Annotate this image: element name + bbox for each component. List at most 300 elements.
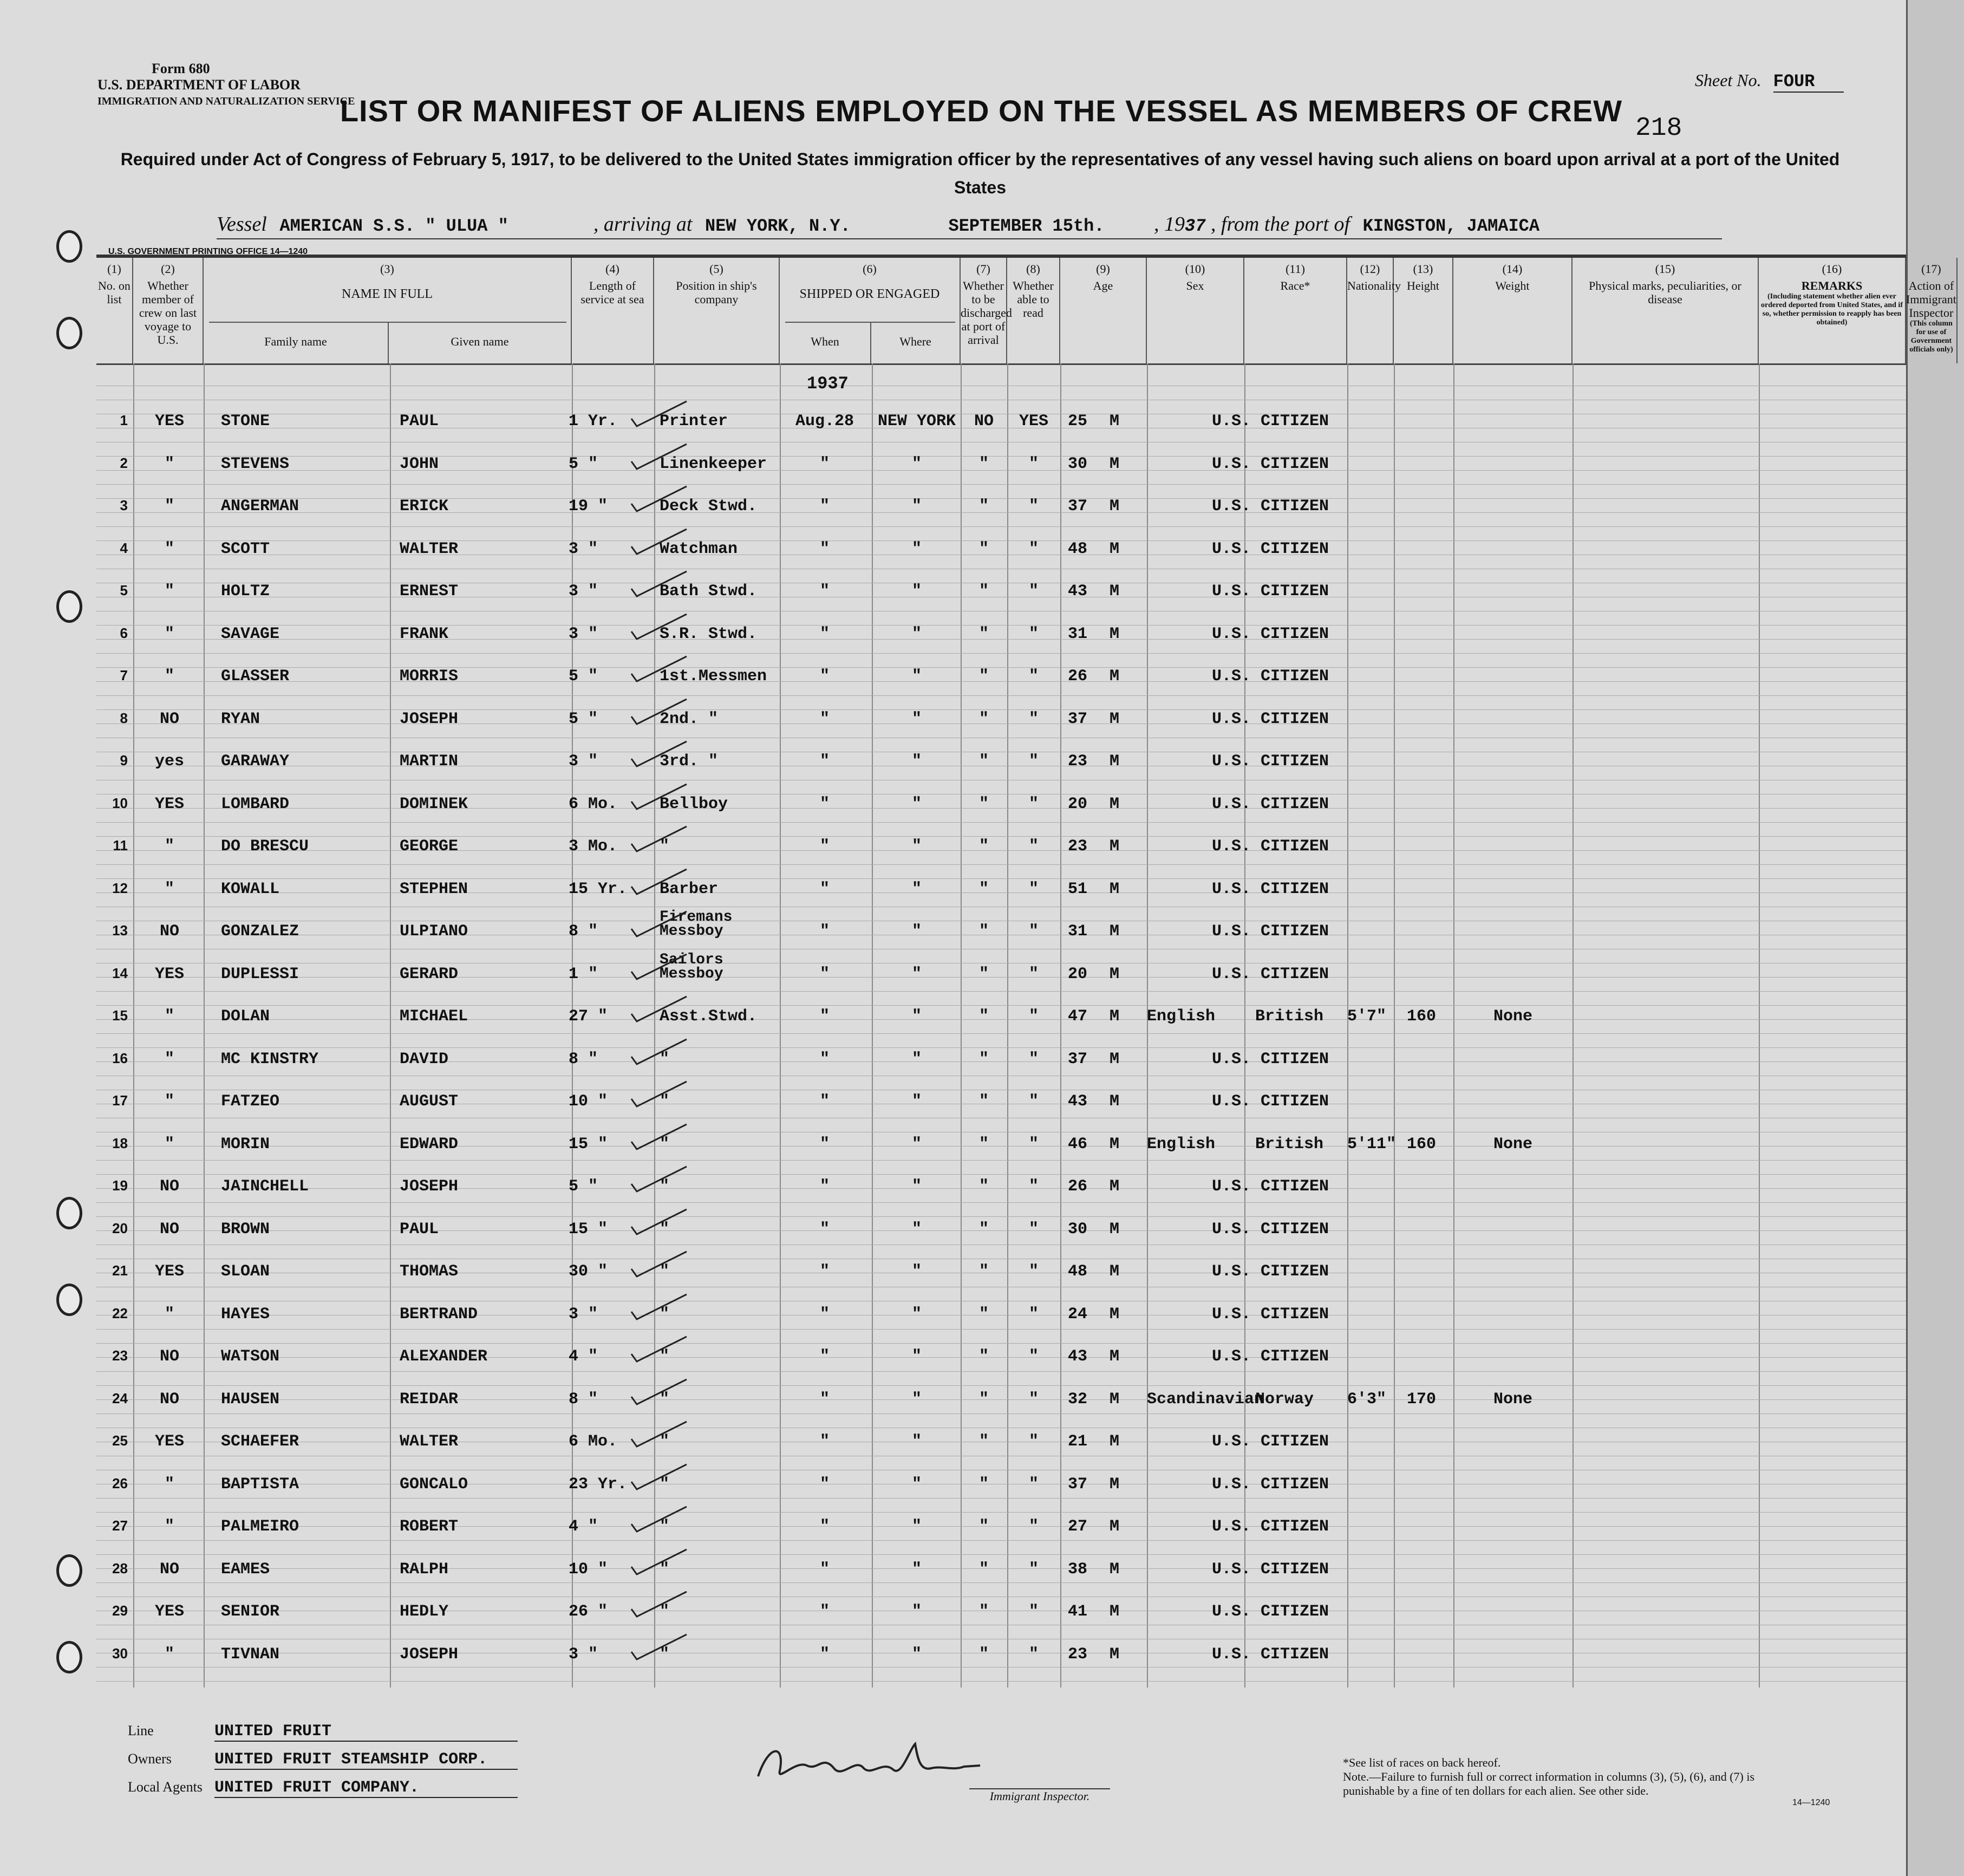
column-label: Action of Immigrant Inspector (1906, 279, 1956, 320)
column-number: (4) (605, 262, 619, 276)
cell-where: NEW YORK (877, 412, 956, 431)
cell-age: 26 (1067, 667, 1087, 686)
table-row (96, 1560, 1906, 1582)
cell-service: 30 " (569, 1262, 608, 1281)
cell-position: " (660, 1560, 670, 1579)
cell-last: NO (159, 1390, 179, 1409)
cell-age: 31 (1067, 922, 1087, 941)
row-rule (96, 1385, 1906, 1386)
line-label: Line (128, 1723, 154, 1738)
cell-given: ROBERT (400, 1517, 459, 1536)
cell-nationality: British (1255, 1007, 1324, 1026)
cell-given: THOMAS (400, 1262, 459, 1281)
cell-no: 14 (112, 965, 128, 981)
cell-service: 8 " (569, 922, 598, 941)
cell-family: ANGERMAN (221, 497, 299, 516)
checkmark-icon (627, 1035, 692, 1067)
cell-race: English (1147, 1135, 1216, 1154)
cell-where: " (911, 1007, 922, 1026)
cell-where: " (911, 1645, 922, 1664)
row-rule (96, 991, 1906, 992)
cell-family: HOLTZ (221, 582, 270, 601)
table-row (96, 837, 1906, 859)
cell-no: 22 (112, 1305, 128, 1321)
cell-read: " (1028, 1560, 1039, 1579)
cell-sex: M (1109, 752, 1119, 771)
cell-nationality: U.S. CITIZEN (1212, 1560, 1329, 1579)
cell-nationality: U.S. CITIZEN (1212, 794, 1329, 813)
cell-sex: M (1109, 412, 1119, 431)
cell-last: " (164, 1135, 174, 1154)
cell-position: Bellboy (660, 794, 728, 813)
cell-family: SAVAGE (221, 624, 280, 643)
cell-sex: M (1109, 1305, 1119, 1324)
column-label: No. on list (98, 279, 131, 306)
cell-nationality: U.S. CITIZEN (1212, 497, 1329, 516)
cell-weight: 160 (1407, 1135, 1437, 1154)
cell-nationality: Norway (1255, 1390, 1314, 1409)
cell-family: BROWN (221, 1220, 270, 1239)
cell-service: 10 " (569, 1092, 608, 1111)
cell-no: 26 (112, 1475, 128, 1491)
column-header (1244, 258, 1347, 363)
cell-family: GARAWAY (221, 752, 290, 771)
cell-position: Bath Stwd. (660, 582, 758, 601)
cell-no: 24 (112, 1390, 128, 1406)
cell-discharged: " (978, 1135, 989, 1154)
punch-hole-icon (56, 230, 82, 263)
vessel-label: Vessel (217, 213, 267, 236)
cell-service: 15 " (569, 1135, 608, 1154)
column-number: (6) (863, 262, 877, 276)
cell-where: " (911, 752, 922, 771)
cell-where: " (911, 1432, 922, 1451)
cell-sex: M (1109, 454, 1119, 473)
cell-position: Asst.Stwd. (660, 1007, 758, 1026)
cell-position: Sailors Messboy (660, 951, 723, 982)
cell-when: " (819, 709, 830, 728)
cell-age: 43 (1067, 1347, 1087, 1366)
cell-given: EDWARD (400, 1135, 459, 1154)
cell-position: Printer (660, 412, 728, 431)
cell-age: 48 (1067, 539, 1087, 558)
cell-when: Aug.28 (795, 412, 854, 431)
cell-discharged: " (978, 1050, 989, 1069)
vessel-name: AMERICAN S.S. " ULUA " (279, 216, 508, 236)
cell-position: S.R. Stwd. (660, 624, 758, 643)
cell-service: 23 Yr. (569, 1475, 628, 1494)
cell-nationality: U.S. CITIZEN (1212, 1305, 1329, 1324)
table-row (96, 951, 1906, 987)
cell-nationality: U.S. CITIZEN (1212, 454, 1329, 473)
cell-age: 20 (1067, 965, 1087, 983)
cell-last: YES (154, 965, 184, 983)
checkmark-icon (627, 1077, 692, 1110)
cell-service: 19 " (569, 497, 608, 516)
cell-when: " (819, 539, 830, 558)
table-row (96, 1305, 1906, 1327)
cell-no: 5 (120, 582, 128, 598)
row-rule (96, 864, 1906, 865)
cell-sex: M (1109, 1220, 1119, 1239)
cell-last: " (164, 1475, 174, 1494)
table-row (96, 1475, 1906, 1497)
cell-where: " (911, 1092, 922, 1111)
owners-label: Owners (128, 1751, 172, 1767)
cell-nationality: U.S. CITIZEN (1212, 667, 1329, 686)
cell-no: 10 (112, 794, 128, 811)
column-header (1453, 258, 1572, 363)
cell-when: " (819, 1603, 830, 1621)
row-rule (96, 878, 1906, 879)
cell-discharged: NO (974, 412, 994, 431)
cell-discharged: " (978, 1432, 989, 1451)
cell-last: " (164, 1305, 174, 1324)
cell-when: " (819, 1305, 830, 1324)
table-row (96, 412, 1906, 434)
cell-where: " (911, 1390, 922, 1409)
cell-discharged: " (978, 709, 989, 728)
cell-where: " (911, 709, 922, 728)
cell-last: " (164, 582, 174, 601)
row-rule (96, 1329, 1906, 1330)
column-label: Weight (1495, 279, 1530, 292)
cell-age: 23 (1067, 1645, 1087, 1664)
column-number: (3) (380, 262, 394, 276)
table-row (96, 1645, 1906, 1667)
cell-age: 46 (1067, 1135, 1087, 1154)
cell-family: RYAN (221, 709, 260, 728)
cell-family: DOLAN (221, 1007, 270, 1026)
row-rule (96, 1498, 1906, 1499)
column-header (1394, 258, 1453, 363)
cell-discharged: " (978, 1347, 989, 1366)
cell-no: 12 (112, 880, 128, 896)
column-sublabel: Family name (264, 335, 327, 348)
cell-nationality: U.S. CITIZEN (1212, 752, 1329, 771)
cell-race: Scandinavian (1147, 1390, 1264, 1409)
cell-last: NO (159, 1347, 179, 1366)
cell-last: yes (154, 752, 184, 771)
footer-owners (128, 1750, 518, 1770)
cell-read: " (1028, 837, 1039, 856)
cell-sex: M (1109, 1050, 1119, 1069)
row-rule (96, 1681, 1906, 1682)
cell-last: " (164, 624, 174, 643)
column-number: (13) (1413, 262, 1433, 276)
cell-where: " (911, 1347, 922, 1366)
cell-given: FRANK (400, 624, 449, 643)
cell-when: " (819, 454, 830, 473)
cell-sex: M (1109, 1177, 1119, 1196)
cell-service: 10 " (569, 1560, 608, 1579)
cell-last: " (164, 539, 174, 558)
cell-age: 51 (1067, 880, 1087, 898)
column-label: Position in ship's company (676, 279, 757, 306)
cell-age: 37 (1067, 497, 1087, 516)
cell-read: " (1028, 1135, 1039, 1154)
sheet-value: FOUR (1773, 71, 1844, 93)
cell-where: " (911, 497, 922, 516)
cell-last: " (164, 1092, 174, 1111)
column-header (572, 258, 654, 363)
cell-no: 1 (120, 412, 128, 428)
cell-last: " (164, 1517, 174, 1536)
cell-age: 43 (1067, 1092, 1087, 1111)
cell-marks: None (1493, 1007, 1533, 1026)
column-label: NAME IN FULL (342, 287, 433, 301)
column-number: (12) (1360, 262, 1380, 276)
cell-given: PAUL (400, 412, 439, 431)
cell-where: " (911, 1305, 922, 1324)
column-number: (5) (709, 262, 723, 276)
column-header (1572, 258, 1759, 363)
cell-family: GLASSER (221, 667, 290, 686)
cell-where: " (911, 454, 922, 473)
cell-where: " (911, 794, 922, 813)
cell-read: " (1028, 497, 1039, 516)
cell-position: 1st.Messmen (660, 667, 767, 686)
column-header (133, 258, 204, 363)
cell-position: " (660, 1390, 670, 1409)
cell-given: AUGUST (400, 1092, 459, 1111)
cell-sex: M (1109, 1390, 1119, 1409)
cell-nationality: U.S. CITIZEN (1212, 1475, 1329, 1494)
column-header (1759, 258, 1906, 363)
cell-position: Deck Stwd. (660, 497, 758, 516)
cell-last: " (164, 1050, 174, 1069)
cell-sex: M (1109, 1560, 1119, 1579)
cell-read: " (1028, 965, 1039, 983)
cell-position: " (660, 1603, 670, 1621)
cell-where: " (911, 837, 922, 856)
cell-family: HAUSEN (221, 1390, 280, 1409)
checkmark-icon (627, 1460, 692, 1493)
cell-last: " (164, 837, 174, 856)
cell-service: 27 " (569, 1007, 608, 1026)
cell-age: 27 (1067, 1517, 1087, 1536)
cell-no: 21 (112, 1262, 128, 1279)
printing-office-note: U.S. GOVERNMENT PRINTING OFFICE 14—1240 (108, 247, 308, 256)
cell-where: " (911, 667, 922, 686)
column-number: (11) (1286, 262, 1305, 276)
column-label: Whether member of crew on last voyage to U.S. (139, 279, 197, 347)
cell-no: 7 (120, 667, 128, 683)
cell-family: EAMES (221, 1560, 270, 1579)
print-code: 14—1240 (1792, 1798, 1830, 1807)
row-rule (96, 1512, 1906, 1513)
cell-last: NO (159, 922, 179, 941)
row-rule (96, 1216, 1906, 1217)
table-row (96, 880, 1906, 902)
cell-age: 25 (1067, 412, 1087, 431)
cell-sex: M (1109, 667, 1119, 686)
table-row (96, 1347, 1906, 1369)
from-label: , from the port of (1210, 213, 1350, 236)
cell-discharged: " (978, 454, 989, 473)
cell-last: YES (154, 412, 184, 431)
cell-service: 1 " (569, 965, 598, 983)
cell-when: " (819, 1517, 830, 1536)
cell-discharged: " (978, 667, 989, 686)
cell-age: 48 (1067, 1262, 1087, 1281)
cell-discharged: " (978, 582, 989, 601)
table-row (96, 1050, 1906, 1072)
cell-nationality: U.S. CITIZEN (1212, 1177, 1329, 1196)
column-label: Age (1093, 279, 1113, 292)
cell-read: " (1028, 880, 1039, 898)
cell-where: " (911, 1603, 922, 1621)
cell-given: PAUL (400, 1220, 439, 1239)
cell-service: 15 " (569, 1220, 608, 1239)
column-header (654, 258, 780, 363)
cell-nationality: U.S. CITIZEN (1212, 1347, 1329, 1366)
row-rule (96, 1554, 1906, 1555)
header-divider (96, 363, 1906, 365)
cell-service: 3 " (569, 539, 598, 558)
cell-when: " (819, 1475, 830, 1494)
cell-given: ULPIANO (400, 922, 468, 941)
cell-family: HAYES (221, 1305, 270, 1324)
cell-discharged: " (978, 1007, 989, 1026)
cell-when: " (819, 922, 830, 941)
column-header (780, 258, 961, 363)
cell-service: 3 " (569, 624, 598, 643)
checkmark-icon (627, 695, 692, 727)
punch-hole-icon (56, 590, 82, 623)
cell-service: 3 " (569, 1645, 598, 1664)
table-row (96, 1390, 1906, 1412)
row-rule (96, 1202, 1906, 1203)
cell-race: English (1147, 1007, 1216, 1026)
cell-read: " (1028, 582, 1039, 601)
agents-value: UNITED FRUIT COMPANY. (214, 1779, 518, 1798)
checkmark-icon (627, 1545, 692, 1578)
column-header (1060, 258, 1147, 363)
cell-family: WATSON (221, 1347, 280, 1366)
table-row (96, 1262, 1906, 1284)
cell-discharged: " (978, 539, 989, 558)
table-row (96, 1517, 1906, 1539)
cell-where: " (911, 1560, 922, 1579)
cell-family: PALMEIRO (221, 1517, 299, 1536)
column-header (96, 258, 133, 363)
cell-position: " (660, 1135, 670, 1154)
cell-family: JAINCHELL (221, 1177, 309, 1196)
cell-sex: M (1109, 539, 1119, 558)
column-sublabel: Given name (451, 335, 509, 348)
checkmark-icon (627, 652, 692, 685)
cell-no: 18 (112, 1135, 128, 1151)
cell-discharged: " (978, 1645, 989, 1664)
cell-family: LOMBARD (221, 794, 290, 813)
cell-given: WALTER (400, 1432, 459, 1451)
year-prefix: , 19 (1154, 213, 1185, 236)
cell-position: Linenkeeper (660, 454, 767, 473)
column-label: Race* (1280, 279, 1310, 292)
cell-service: 3 " (569, 1305, 598, 1324)
checkmark-icon (627, 1205, 692, 1237)
cell-discharged: " (978, 1517, 989, 1536)
cell-sex: M (1109, 624, 1119, 643)
cell-read: " (1028, 1475, 1039, 1494)
cell-last: NO (159, 1177, 179, 1196)
cell-sex: M (1109, 965, 1119, 983)
cell-no: 27 (112, 1517, 128, 1534)
column-header (204, 258, 572, 363)
row-rule (96, 836, 1906, 837)
cell-service: 6 Mo. (569, 794, 618, 813)
cell-given: WALTER (400, 539, 459, 558)
cell-nationality: U.S. CITIZEN (1212, 1050, 1329, 1069)
cell-discharged: " (978, 922, 989, 941)
table-row (96, 909, 1906, 944)
cell-family: SENIOR (221, 1603, 280, 1621)
cell-read: " (1028, 1390, 1039, 1409)
vessel-line (217, 212, 1722, 239)
cell-where: " (911, 582, 922, 601)
cell-marks: None (1493, 1390, 1533, 1409)
footer-notes (1343, 1756, 1776, 1798)
row-rule (96, 526, 1906, 527)
table-row (96, 795, 1906, 817)
cell-marks: None (1493, 1135, 1533, 1154)
cell-age: 21 (1067, 1432, 1087, 1451)
cell-age: 23 (1067, 837, 1087, 856)
cell-discharged: " (978, 1177, 989, 1196)
cell-position: " (660, 1177, 670, 1196)
cell-when: " (819, 624, 830, 643)
row-rule (96, 1033, 1906, 1034)
cell-nationality: U.S. CITIZEN (1212, 582, 1329, 601)
cell-discharged: " (978, 1262, 989, 1281)
cell-where: " (911, 624, 922, 643)
cell-position: " (660, 1050, 670, 1069)
penalty-note: Note.—Failure to furnish full or correct information in columns (3), (5), (6), and (7) is punishable by a fine of ten dollars for each alien. See other side. (1343, 1770, 1755, 1797)
table-row (96, 455, 1906, 477)
cell-nationality: British (1255, 1135, 1324, 1154)
cell-family: TIVNAN (221, 1645, 280, 1664)
checkmark-icon (627, 1587, 692, 1620)
row-rule (96, 1174, 1906, 1175)
cell-last: YES (154, 1432, 184, 1451)
cell-sex: M (1109, 1262, 1119, 1281)
cell-no: 19 (112, 1177, 128, 1194)
cell-family: BAPTISTA (221, 1475, 299, 1494)
cell-height: 6'3" (1347, 1390, 1387, 1409)
column-sublabel: When (811, 335, 839, 348)
cell-no: 25 (112, 1432, 128, 1449)
cell-service: 4 " (569, 1347, 598, 1366)
table-row (96, 1177, 1906, 1199)
table-row (96, 582, 1906, 604)
cell-age: 23 (1067, 752, 1087, 771)
cell-sex: M (1109, 1007, 1119, 1026)
stamp-number: 218 (1635, 114, 1682, 143)
cell-nationality: U.S. CITIZEN (1212, 1603, 1329, 1621)
cell-sex: M (1109, 1645, 1119, 1664)
cell-last: NO (159, 1220, 179, 1239)
cell-when: " (819, 1347, 830, 1366)
row-rule (96, 1413, 1906, 1414)
column-label: Whether to be discharged at port of arrival (961, 279, 1012, 347)
cell-sex: M (1109, 922, 1119, 941)
cell-no: 29 (112, 1603, 128, 1619)
column-header (1007, 258, 1060, 363)
cell-age: 47 (1067, 1007, 1087, 1026)
cell-when: " (819, 1092, 830, 1111)
subheader-rule (870, 323, 871, 363)
